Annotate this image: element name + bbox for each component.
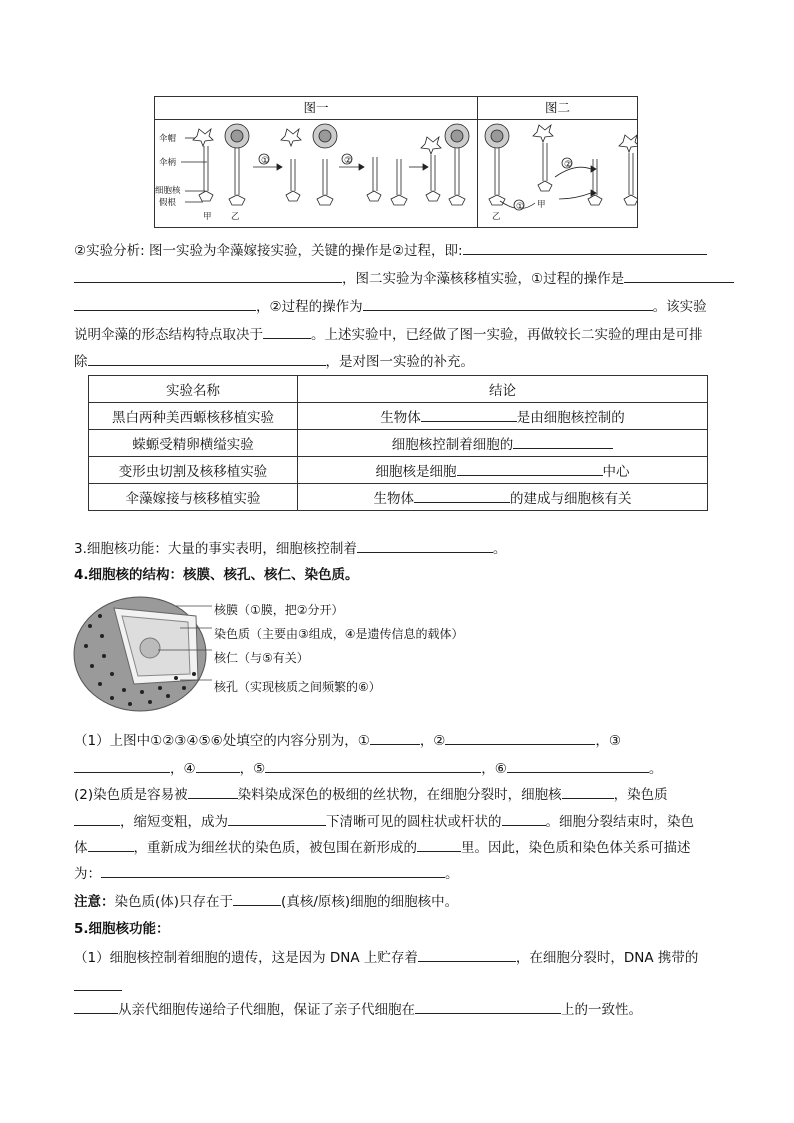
table-row: 黑白两种美西螈核移植实验 生物体 是由细胞核控制的	[89, 403, 708, 430]
header-conclusion: 结论	[298, 376, 708, 403]
table-row: 蝾螈受精卵横缢实验 细胞核控制着细胞的	[89, 430, 708, 457]
analysis-line-5: 除 ，是对图一实验的补充。	[74, 350, 474, 372]
step2-label: ②	[344, 156, 353, 166]
q2-line-3: 体 ，重新成为细丝状的染色质，被包围在新形成的 里。因此，染色质和染色体关系可描述	[74, 836, 691, 858]
label-nucleolus: 核仁（与⑤有关）	[214, 651, 309, 665]
label-yi: 乙	[231, 212, 240, 222]
figure-one-title: 图一	[155, 97, 477, 120]
label-nuclear-envelope: 核膜（①膜，把②分开）	[214, 603, 344, 617]
step1-label: ①	[261, 156, 270, 166]
nucleus-leader-lines	[140, 600, 214, 690]
experiment-table	[88, 375, 708, 511]
q1-line-2: ，④ ，⑤ ，⑥ 。	[74, 757, 662, 779]
label-jia-2: 甲	[537, 200, 546, 210]
algae-drawing	[155, 119, 637, 227]
nucleus-labels	[214, 598, 464, 699]
label-rhizoid: 假根	[159, 198, 177, 208]
q2-line-4: 为： 。	[74, 862, 459, 884]
analysis-line-4: 说明伞藻的形态结构特点取决于 。上述实验中，已经做了图一实验，再做较长二实验的理由是可排	[74, 323, 703, 345]
figure-two-title: 图二	[478, 97, 637, 120]
q1-line-1: （1）上图中①②③④⑤⑥处填空的内容分别为，① ，② ，③	[74, 729, 621, 751]
label-cap: 伞帽	[159, 134, 177, 144]
section5-line-1: （1）细胞核控制着细胞的遗传，这是因为 DNA 上贮存着 ，在细胞分裂时，DNA 携带的	[74, 946, 698, 968]
analysis-line-3: ，②过程的操作为 。该实验	[74, 295, 707, 317]
label-stalk: 伞柄	[159, 158, 177, 168]
step1-label-2: ①	[516, 202, 525, 212]
section5-line-2: 从亲代细胞传递给子代细胞，保证了亲子代细胞在 上的一致性。	[74, 998, 642, 1020]
q2-line-1: (2)染色质是容易被 染料染成深色的极细的丝状物，在细胞分裂时，细胞核 ，染色质	[74, 783, 668, 805]
table-row: 变形虫切割及核移植实验 细胞核是细胞 中心	[89, 457, 708, 484]
note-line: 注意：染色质(体)只存在于 (真核/原核)细胞的细胞核中。	[74, 890, 458, 912]
analysis-line-1: ②实验分析: 图一实验为伞藻嫁接实验，关键的操作是②过程，即:	[74, 239, 707, 261]
label-nucleus: 细胞核	[155, 186, 181, 196]
label-nuclear-pore: 核孔（实现核质之间频繁的⑥）	[214, 680, 381, 694]
header-experiment: 实验名称	[89, 376, 298, 403]
label-yi-2: 乙	[492, 212, 501, 222]
table-header-row	[89, 376, 708, 403]
section5-title: 5.细胞核功能：	[74, 921, 170, 937]
label-chromatin: 染色质（主要由③组成，④是遗传信息的载体）	[214, 627, 464, 641]
table-row: 伞藻嫁接与核移植实验 生物体 的建成与细胞核有关	[89, 484, 708, 511]
section3: 3.细胞核功能：大量的事实表明，细胞核控制着 。	[74, 537, 506, 559]
step2-label-2: ②	[564, 160, 573, 170]
q2-line-2: ，缩短变粗，成为 下清晰可见的圆柱状或杆状的 。细胞分裂结束时，染色	[74, 810, 694, 832]
section4-title: 4.细胞核的结构：核膜、核孔、核仁、染色质。	[74, 567, 359, 583]
analysis-line-2: ，图二实验为伞藻核移植实验，①过程的操作是	[74, 267, 734, 289]
section5-blank	[74, 975, 122, 991]
umbrella-algae-figure	[154, 96, 638, 228]
label-jia: 甲	[203, 212, 212, 222]
